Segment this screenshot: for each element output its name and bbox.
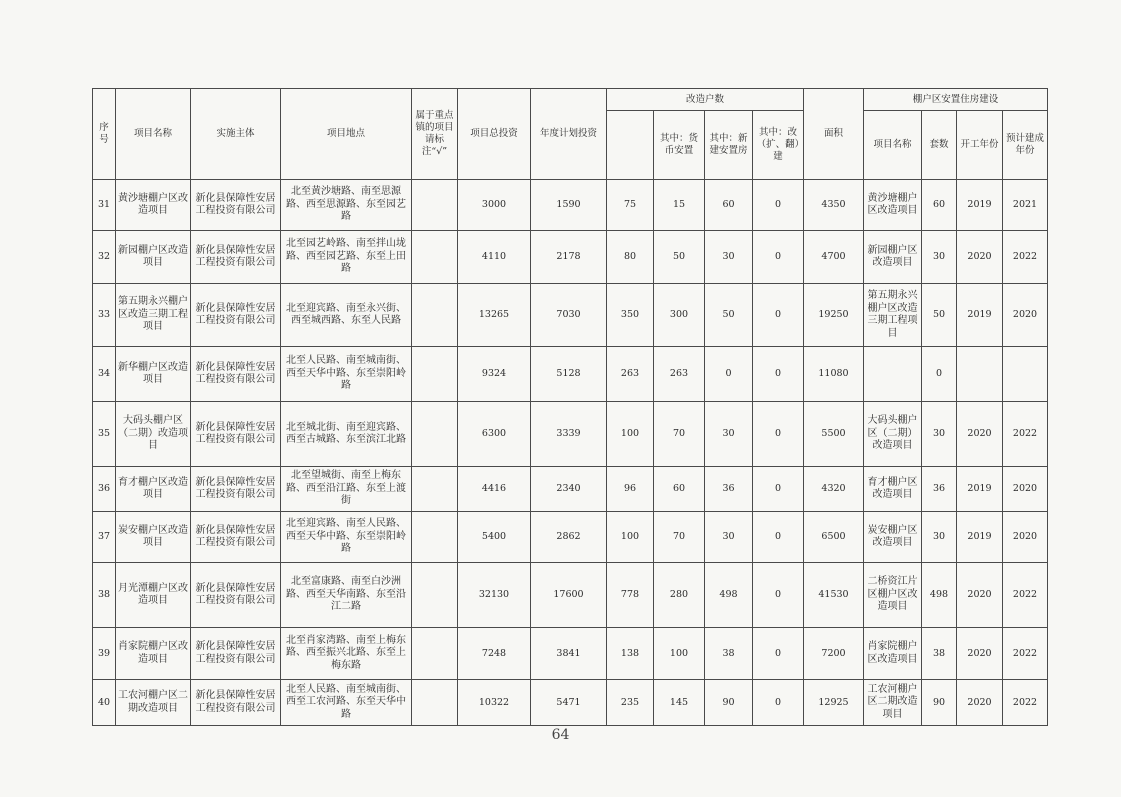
row-seq: 39 bbox=[93, 628, 116, 680]
row-renovate: 0 bbox=[753, 563, 804, 628]
table-row bbox=[93, 512, 1048, 563]
header-housing-name: 项目名称 bbox=[864, 111, 922, 180]
row-location: 北至人民路、南至城南街、西至天华中路、东至崇阳岭路 bbox=[281, 347, 412, 402]
table-row bbox=[93, 563, 1048, 628]
header-renovate: 其中：改（扩、翻）建 bbox=[753, 111, 804, 180]
row-housing-start: 2019 bbox=[957, 467, 1003, 512]
row-annual-plan: 3339 bbox=[531, 402, 607, 467]
row-renovate: 0 bbox=[753, 628, 804, 680]
row-implementer: 新化县保障性安居工程投资有限公司 bbox=[191, 231, 281, 284]
row-total-investment: 9324 bbox=[458, 347, 531, 402]
row-seq: 37 bbox=[93, 512, 116, 563]
row-new-build: 0 bbox=[705, 347, 753, 402]
row-cash-resettle: 15 bbox=[654, 180, 705, 231]
row-housing-name: 第五期永兴棚户区改造三期工程项目 bbox=[864, 284, 922, 347]
row-housing-start: 2020 bbox=[957, 231, 1003, 284]
header-implementer: 实施主体 bbox=[191, 89, 281, 180]
row-implementer: 新化县保障性安居工程投资有限公司 bbox=[191, 347, 281, 402]
row-annual-plan: 2862 bbox=[531, 512, 607, 563]
row-project-name: 新园棚户区改造项目 bbox=[116, 231, 191, 284]
row-implementer: 新化县保障性安居工程投资有限公司 bbox=[191, 512, 281, 563]
row-area: 4700 bbox=[804, 231, 864, 284]
table-row bbox=[93, 231, 1048, 284]
row-new-build: 38 bbox=[705, 628, 753, 680]
row-housing-name: 二桥资江片区棚户区改造项目 bbox=[864, 563, 922, 628]
row-new-build: 50 bbox=[705, 284, 753, 347]
row-annual-plan: 2178 bbox=[531, 231, 607, 284]
header-housing-start: 开工年份 bbox=[957, 111, 1003, 180]
row-households: 350 bbox=[607, 284, 654, 347]
row-housing-units: 60 bbox=[922, 180, 957, 231]
row-project-name: 育才棚户区改造项目 bbox=[116, 467, 191, 512]
row-housing-name: 新园棚户区改造项目 bbox=[864, 231, 922, 284]
row-key-town bbox=[412, 563, 458, 628]
row-cash-resettle: 280 bbox=[654, 563, 705, 628]
row-implementer: 新化县保障性安居工程投资有限公司 bbox=[191, 563, 281, 628]
row-total-investment: 5400 bbox=[458, 512, 531, 563]
row-project-name: 肖家院棚户区改造项目 bbox=[116, 628, 191, 680]
table-row bbox=[93, 284, 1048, 347]
table-row bbox=[93, 347, 1048, 402]
row-housing-start: 2020 bbox=[957, 628, 1003, 680]
row-renovate: 0 bbox=[753, 512, 804, 563]
row-households: 138 bbox=[607, 628, 654, 680]
row-key-town bbox=[412, 680, 458, 726]
header-housing-units: 套数 bbox=[922, 111, 957, 180]
row-housing-start bbox=[957, 347, 1003, 402]
row-households: 100 bbox=[607, 512, 654, 563]
row-housing-units: 50 bbox=[922, 284, 957, 347]
row-area: 5500 bbox=[804, 402, 864, 467]
row-households: 96 bbox=[607, 467, 654, 512]
row-key-town bbox=[412, 402, 458, 467]
row-annual-plan: 2340 bbox=[531, 467, 607, 512]
row-implementer: 新化县保障性安居工程投资有限公司 bbox=[191, 180, 281, 231]
row-housing-units: 90 bbox=[922, 680, 957, 726]
row-annual-plan: 3841 bbox=[531, 628, 607, 680]
row-housing-name: 炭安棚户区改造项目 bbox=[864, 512, 922, 563]
project-table bbox=[92, 88, 1048, 726]
row-housing-name: 肖家院棚户区改造项目 bbox=[864, 628, 922, 680]
row-new-build: 90 bbox=[705, 680, 753, 726]
row-housing-name: 大码头棚户区（二期）改造项目 bbox=[864, 402, 922, 467]
row-key-town bbox=[412, 467, 458, 512]
row-location: 北至人民路、南至城南街、西至工农河路、东至天华中路 bbox=[281, 680, 412, 726]
row-housing-name: 育才棚户区改造项目 bbox=[864, 467, 922, 512]
row-cash-resettle: 300 bbox=[654, 284, 705, 347]
row-seq: 32 bbox=[93, 231, 116, 284]
row-housing-finish: 2022 bbox=[1003, 231, 1048, 284]
row-housing-finish: 2020 bbox=[1003, 467, 1048, 512]
row-area: 19250 bbox=[804, 284, 864, 347]
header-location: 项目地点 bbox=[281, 89, 412, 180]
row-households: 100 bbox=[607, 402, 654, 467]
row-renovate: 0 bbox=[753, 467, 804, 512]
row-housing-units: 38 bbox=[922, 628, 957, 680]
header-key-town: 属于重点镇的项目请标注“√” bbox=[412, 89, 458, 180]
row-area: 4320 bbox=[804, 467, 864, 512]
row-new-build: 30 bbox=[705, 512, 753, 563]
row-housing-start: 2020 bbox=[957, 402, 1003, 467]
row-total-investment: 13265 bbox=[458, 284, 531, 347]
header-new-build: 其中：新建安置房 bbox=[705, 111, 753, 180]
row-annual-plan: 5128 bbox=[531, 347, 607, 402]
row-key-town bbox=[412, 231, 458, 284]
row-cash-resettle: 100 bbox=[654, 628, 705, 680]
table-row bbox=[93, 680, 1048, 726]
row-location: 北至园艺岭路、南至拌山垅路、西至园艺路、东至上田路 bbox=[281, 231, 412, 284]
row-project-name: 大码头棚户区（二期）改造项目 bbox=[116, 402, 191, 467]
row-housing-start: 2019 bbox=[957, 284, 1003, 347]
row-location: 北至富康路、南至白沙洲路、西至天华南路、东至沿江二路 bbox=[281, 563, 412, 628]
row-area: 4350 bbox=[804, 180, 864, 231]
row-total-investment: 4110 bbox=[458, 231, 531, 284]
row-housing-units: 30 bbox=[922, 402, 957, 467]
table-row bbox=[93, 180, 1048, 231]
row-housing-units: 30 bbox=[922, 512, 957, 563]
header-total-investment: 项目总投资 bbox=[458, 89, 531, 180]
row-housing-units: 0 bbox=[922, 347, 957, 402]
row-implementer: 新化县保障性安居工程投资有限公司 bbox=[191, 628, 281, 680]
row-housing-name: 工农河棚户区二期改造项目 bbox=[864, 680, 922, 726]
row-implementer: 新化县保障性安居工程投资有限公司 bbox=[191, 467, 281, 512]
row-project-name: 炭安棚户区改造项目 bbox=[116, 512, 191, 563]
header-housing-group: 棚户区安置住房建设 bbox=[864, 89, 1048, 111]
row-housing-finish: 2020 bbox=[1003, 284, 1048, 347]
row-total-investment: 3000 bbox=[458, 180, 531, 231]
row-cash-resettle: 70 bbox=[654, 512, 705, 563]
row-households: 778 bbox=[607, 563, 654, 628]
header-annual-plan: 年度计划投资 bbox=[531, 89, 607, 180]
row-total-investment: 4416 bbox=[458, 467, 531, 512]
header-households-total bbox=[607, 111, 654, 180]
row-total-investment: 6300 bbox=[458, 402, 531, 467]
row-housing-finish: 2022 bbox=[1003, 680, 1048, 726]
row-implementer: 新化县保障性安居工程投资有限公司 bbox=[191, 284, 281, 347]
row-new-build: 498 bbox=[705, 563, 753, 628]
page-number: 64 bbox=[551, 727, 570, 743]
row-households: 235 bbox=[607, 680, 654, 726]
row-housing-start: 2020 bbox=[957, 680, 1003, 726]
row-project-name: 新华棚户区改造项目 bbox=[116, 347, 191, 402]
row-renovate: 0 bbox=[753, 180, 804, 231]
row-annual-plan: 1590 bbox=[531, 180, 607, 231]
row-location: 北至城北街、南至迎宾路、西至古城路、东至滨江北路 bbox=[281, 402, 412, 467]
row-total-investment: 7248 bbox=[458, 628, 531, 680]
row-new-build: 60 bbox=[705, 180, 753, 231]
row-location: 北至肖家湾路、南至上梅东路、西至振兴北路、东至上梅东路 bbox=[281, 628, 412, 680]
row-housing-finish: 2022 bbox=[1003, 563, 1048, 628]
row-area: 11080 bbox=[804, 347, 864, 402]
row-key-town bbox=[412, 284, 458, 347]
row-seq: 34 bbox=[93, 347, 116, 402]
header-cash-resettle: 其中：货币安置 bbox=[654, 111, 705, 180]
row-renovate: 0 bbox=[753, 347, 804, 402]
row-housing-start: 2020 bbox=[957, 563, 1003, 628]
row-location: 北至迎宾路、南至永兴街、西至城西路、东至人民路 bbox=[281, 284, 412, 347]
row-project-name: 第五期永兴棚户区改造三期工程项目 bbox=[116, 284, 191, 347]
table-row bbox=[93, 402, 1048, 467]
row-seq: 40 bbox=[93, 680, 116, 726]
header-housing-finish: 预计建成年份 bbox=[1003, 111, 1048, 180]
row-housing-name: 黄沙塘棚户区改造项目 bbox=[864, 180, 922, 231]
row-new-build: 30 bbox=[705, 231, 753, 284]
row-households: 75 bbox=[607, 180, 654, 231]
row-housing-start: 2019 bbox=[957, 180, 1003, 231]
row-total-investment: 10322 bbox=[458, 680, 531, 726]
row-cash-resettle: 263 bbox=[654, 347, 705, 402]
row-annual-plan: 7030 bbox=[531, 284, 607, 347]
row-housing-finish: 2021 bbox=[1003, 180, 1048, 231]
header-seq: 序号 bbox=[93, 89, 116, 180]
row-area: 41530 bbox=[804, 563, 864, 628]
header-project-name: 项目名称 bbox=[116, 89, 191, 180]
row-renovate: 0 bbox=[753, 680, 804, 726]
row-annual-plan: 5471 bbox=[531, 680, 607, 726]
row-area: 6500 bbox=[804, 512, 864, 563]
row-housing-units: 498 bbox=[922, 563, 957, 628]
row-housing-finish: 2022 bbox=[1003, 628, 1048, 680]
row-seq: 33 bbox=[93, 284, 116, 347]
row-area: 7200 bbox=[804, 628, 864, 680]
row-households: 263 bbox=[607, 347, 654, 402]
row-housing-finish: 2022 bbox=[1003, 402, 1048, 467]
row-housing-finish: 2020 bbox=[1003, 512, 1048, 563]
row-housing-units: 30 bbox=[922, 231, 957, 284]
row-renovate: 0 bbox=[753, 402, 804, 467]
row-renovate: 0 bbox=[753, 284, 804, 347]
row-location: 北至望城街、南至上梅东路、西至沿江路、东至上渡街 bbox=[281, 467, 412, 512]
row-project-name: 黄沙塘棚户区改造项目 bbox=[116, 180, 191, 231]
row-key-town bbox=[412, 628, 458, 680]
row-cash-resettle: 70 bbox=[654, 402, 705, 467]
row-cash-resettle: 50 bbox=[654, 231, 705, 284]
row-seq: 36 bbox=[93, 467, 116, 512]
row-housing-start: 2019 bbox=[957, 512, 1003, 563]
row-location: 北至黄沙塘路、南至思源路、西至思源路、东至园艺路 bbox=[281, 180, 412, 231]
row-implementer: 新化县保障性安居工程投资有限公司 bbox=[191, 402, 281, 467]
row-households: 80 bbox=[607, 231, 654, 284]
row-cash-resettle: 145 bbox=[654, 680, 705, 726]
row-area: 12925 bbox=[804, 680, 864, 726]
row-key-town bbox=[412, 512, 458, 563]
row-location: 北至迎宾路、南至人民路、西至天华中路、东至崇阳岭路 bbox=[281, 512, 412, 563]
table-row bbox=[93, 467, 1048, 512]
row-implementer: 新化县保障性安居工程投资有限公司 bbox=[191, 680, 281, 726]
row-key-town bbox=[412, 180, 458, 231]
row-project-name: 工农河棚户区二期改造项目 bbox=[116, 680, 191, 726]
header-households-group: 改造户数 bbox=[607, 89, 804, 111]
table-row bbox=[93, 628, 1048, 680]
row-housing-units: 36 bbox=[922, 467, 957, 512]
row-seq: 35 bbox=[93, 402, 116, 467]
row-new-build: 36 bbox=[705, 467, 753, 512]
row-total-investment: 32130 bbox=[458, 563, 531, 628]
row-cash-resettle: 60 bbox=[654, 467, 705, 512]
row-housing-name bbox=[864, 347, 922, 402]
row-seq: 31 bbox=[93, 180, 116, 231]
row-project-name: 月光潭棚户区改造项目 bbox=[116, 563, 191, 628]
row-annual-plan: 17600 bbox=[531, 563, 607, 628]
row-housing-finish bbox=[1003, 347, 1048, 402]
row-key-town bbox=[412, 347, 458, 402]
row-new-build: 30 bbox=[705, 402, 753, 467]
header-area: 面积 bbox=[804, 89, 864, 180]
row-seq: 38 bbox=[93, 563, 116, 628]
row-renovate: 0 bbox=[753, 231, 804, 284]
